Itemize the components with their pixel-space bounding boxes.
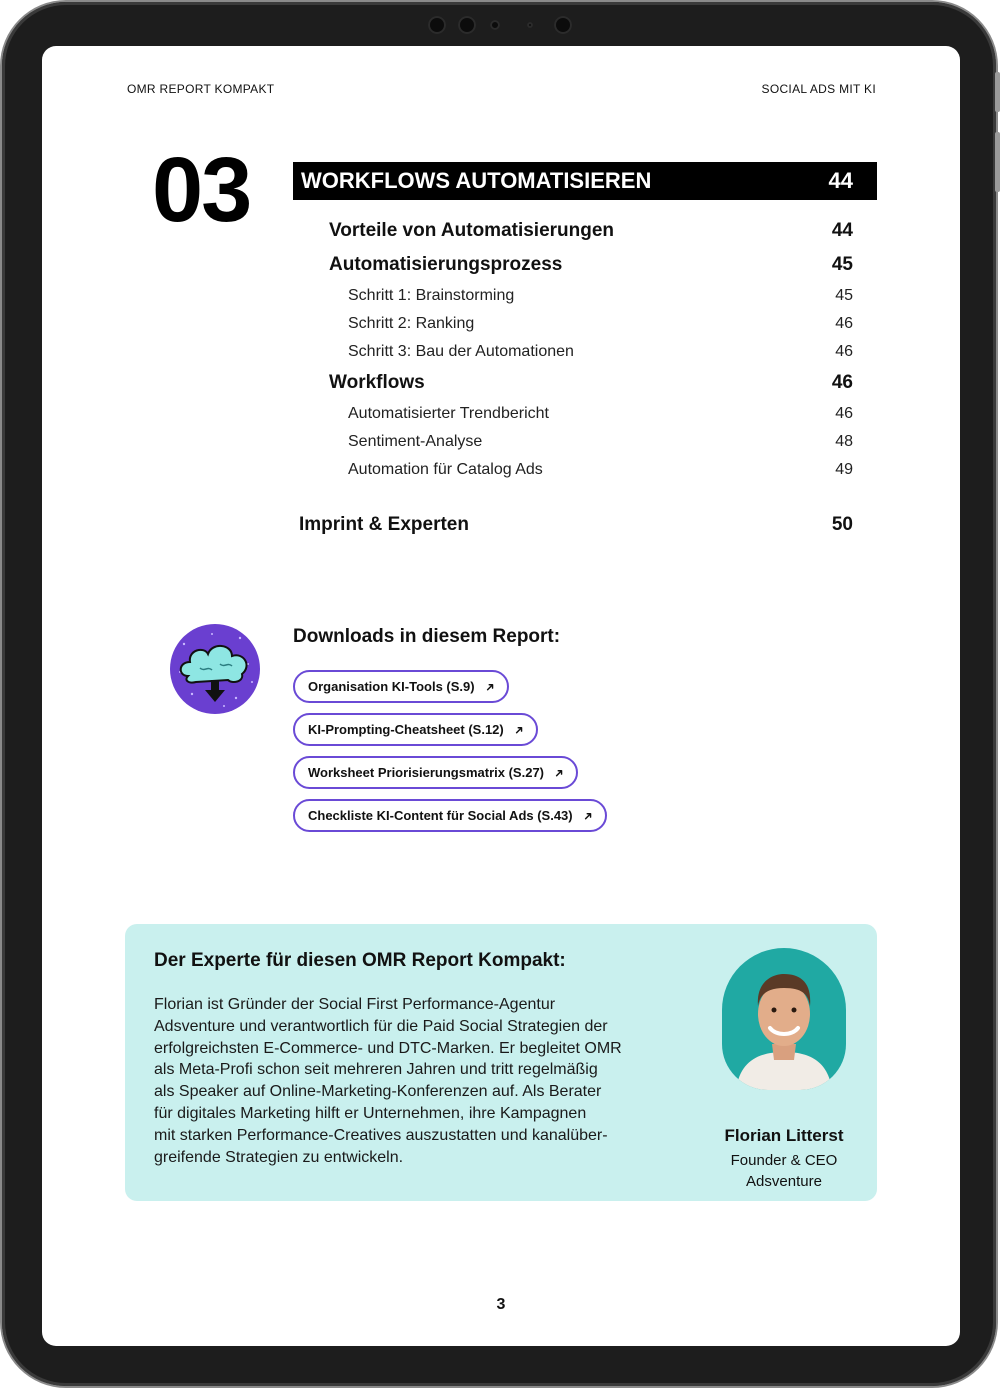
toc-page: 46 xyxy=(835,315,853,332)
running-header-right: SOCIAL ADS MIT KI xyxy=(761,82,876,96)
toc-page: 46 xyxy=(835,405,853,422)
toc-label: Automatisierungsprozess xyxy=(329,254,563,275)
arrow-up-right-icon: ➜ xyxy=(579,806,597,825)
arrow-up-right-icon: ➜ xyxy=(481,677,499,696)
bio-line: mit starken Performance-Creatives auszustatten und kanalüber- xyxy=(154,1126,608,1144)
document-page xyxy=(42,46,960,1346)
download-label: Worksheet Priorisierungsmatrix (S.27) xyxy=(308,765,545,780)
toc-page: 49 xyxy=(835,461,853,478)
side-button xyxy=(995,132,1000,192)
page-number: 3 xyxy=(496,1296,506,1313)
download-link[interactable] xyxy=(293,799,607,832)
tablet-frame xyxy=(2,2,996,1386)
toc-page: 50 xyxy=(831,514,853,535)
toc-label: Automation für Catalog Ads xyxy=(348,461,543,478)
bio-line: greifende Strategien zu entwickeln. xyxy=(154,1148,404,1166)
toc-entry[interactable] xyxy=(293,248,853,282)
bio-line: für digitales Marketing hilft er Unternehmen, ihre Kampagnen xyxy=(154,1104,587,1122)
chapter-title: WORKFLOWS AUTOMATISIEREN xyxy=(301,168,652,193)
download-label: Checkliste KI-Content für Social Ads (S.43) xyxy=(308,808,573,823)
toc-label: Sentiment-Analyse xyxy=(348,433,483,450)
camera-bar xyxy=(422,12,592,40)
bio-line: als Meta-Profi schon seit mehreren Jahren und tritt regelmäßig xyxy=(154,1061,598,1079)
toc-entry[interactable] xyxy=(293,310,853,338)
download-link[interactable] xyxy=(293,756,578,789)
toc-label: Schritt 3: Bau der Automationen xyxy=(348,343,574,360)
expert-name: Florian Litterst xyxy=(724,1126,844,1145)
downloads-list xyxy=(293,670,607,842)
expert-company: Adsventure xyxy=(746,1173,822,1190)
chapter-heading[interactable] xyxy=(293,162,877,200)
chapter-page: 44 xyxy=(828,168,853,193)
expert-title: Der Experte für diesen OMR Report Kompakt: xyxy=(154,950,566,971)
download-link[interactable] xyxy=(293,670,509,703)
toc-label: Schritt 2: Ranking xyxy=(348,315,475,332)
toc-label: Imprint & Experten xyxy=(299,514,469,535)
toc-label: Workflows xyxy=(329,372,425,393)
bio-line: Florian ist Gründer der Social First Performance-Agentur xyxy=(154,996,556,1013)
arrow-up-right-icon: ➜ xyxy=(550,763,568,782)
chapter-number: 03 xyxy=(152,139,251,241)
toc-entry[interactable] xyxy=(293,338,853,366)
toc-entry-imprint[interactable] xyxy=(293,508,853,542)
toc-label: Vorteile von Automatisierungen xyxy=(329,220,615,241)
toc-page: 46 xyxy=(831,372,853,393)
download-label: KI-Prompting-Cheatsheet (S.12) xyxy=(308,722,504,737)
toc-entry[interactable] xyxy=(293,400,853,428)
toc-entry[interactable] xyxy=(293,428,853,456)
toc-page: 45 xyxy=(835,287,853,304)
expert-photo xyxy=(722,948,846,1090)
cloud-download-icon xyxy=(170,624,260,714)
side-button xyxy=(995,72,1000,112)
expert-bio xyxy=(154,994,674,1168)
toc-entry[interactable] xyxy=(293,456,853,484)
table-of-contents xyxy=(293,214,853,542)
toc-page: 48 xyxy=(835,433,853,450)
toc-page: 45 xyxy=(831,254,853,275)
toc-entry[interactable] xyxy=(293,366,853,400)
bio-line: Adsventure und verantwortlich für die Paid Social Strategien der xyxy=(154,1017,608,1035)
bio-line: erfolgreichsten E-Commerce- und DTC-Marken. Er begleitet OMR xyxy=(154,1039,622,1057)
download-link[interactable] xyxy=(293,713,538,746)
running-header-left: OMR REPORT KOMPAKT xyxy=(127,82,275,96)
bio-line: als Speaker auf Online-Marketing-Konferenzen auf. Als Berater xyxy=(154,1083,602,1101)
toc-entry[interactable] xyxy=(293,214,853,248)
expert-position: Founder & CEO xyxy=(730,1152,838,1169)
download-label: Organisation KI-Tools (S.9) xyxy=(308,679,475,694)
toc-entry[interactable] xyxy=(293,282,853,310)
expert-box xyxy=(125,924,877,1201)
expert-role xyxy=(685,1150,883,1192)
toc-page: 46 xyxy=(835,343,853,360)
downloads-title: Downloads in diesem Report: xyxy=(293,626,561,647)
toc-label: Schritt 1: Brainstorming xyxy=(348,287,515,304)
toc-page: 44 xyxy=(831,220,853,241)
toc-label: Automatisierter Trendbericht xyxy=(348,405,549,422)
arrow-up-right-icon: ➜ xyxy=(510,720,528,739)
